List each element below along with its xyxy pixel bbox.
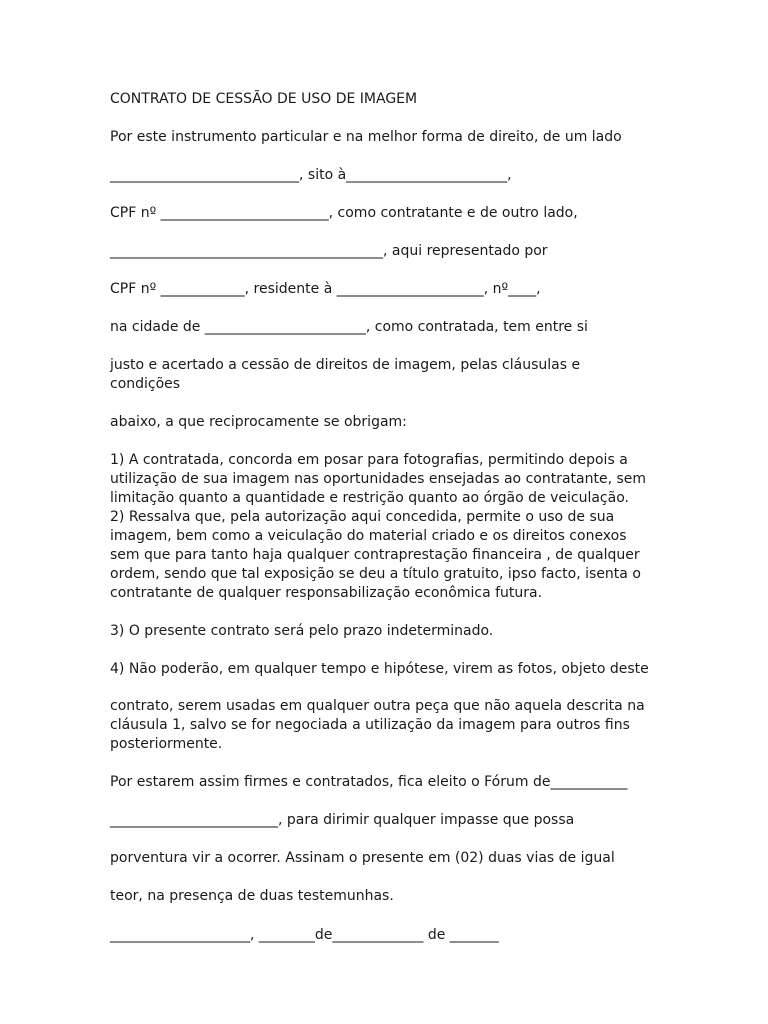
closing-line-2: ________________________, para dirimir qualquer impasse que possa [110, 812, 575, 828]
clause-line: imagem, bem como a veiculação do material criado e os direitos conexos [110, 528, 627, 544]
clause-line: 1) A contratada, concorda em posar para fotografias, permitindo depois a [110, 452, 628, 468]
closing-line-1: Por estarem assim firmes e contratados, fica eleito o Fórum de___________ [110, 774, 628, 790]
abaixo-line: abaixo, a que reciprocamente se obrigam: [110, 414, 407, 430]
closing-line-4: teor, na presença de duas testemunhas. [110, 888, 394, 904]
clause-line: contratante de qualquer responsabilização econômica futura. [110, 585, 543, 601]
clause-4-start: 4) Não poderão, em qualquer tempo e hipótese, virem as fotos, objeto deste [110, 661, 649, 677]
clause-line: 2) Ressalva que, pela autorização aqui concedida, permite o uso de sua [110, 509, 615, 525]
clause-line: contrato, serem usadas em qualquer outra peça que não aquela descrita na [110, 698, 645, 714]
closing-line-3: porventura vir a ocorrer. Assinam o presente em (02) duas vias de igual [110, 850, 615, 866]
signature-date-line: ____________________, ________de_____________ de _______ [110, 927, 499, 943]
intro-line-5: CPF nº ____________, residente à _____________________, nº____, [110, 281, 541, 297]
intro-line-6: na cidade de _______________________, como contratada, tem entre si [110, 319, 588, 335]
clause-line: utilização de sua imagem nas oportunidades ensejadas ao contratante, sem [110, 471, 647, 487]
justo-line: condições [110, 376, 181, 392]
clause-4-continuation [110, 697, 670, 754]
clause-line: limitação quanto a quantidade e restrição quanto ao órgão de veiculação. [110, 490, 629, 506]
justo-paragraph [110, 356, 670, 394]
justo-line: justo e acertado a cessão de direitos de imagem, pelas cláusulas e [110, 357, 581, 373]
intro-line-3: CPF nº ________________________, como contratante e de outro lado, [110, 205, 578, 221]
clause-3: 3) O presente contrato será pelo prazo indeterminado. [110, 623, 494, 639]
intro-line-4: _______________________________________, aqui representado por [110, 243, 548, 259]
clauses-1-2-paragraph [110, 451, 670, 603]
intro-line-1: Por este instrumento particular e na melhor forma de direito, de um lado [110, 129, 622, 145]
clause-line: cláusula 1, salvo se for negociada a utilização da imagem para outros fins [110, 717, 630, 733]
intro-line-2: ___________________________, sito à_______________________, [110, 167, 512, 183]
document-title: CONTRATO DE CESSÃO DE USO DE IMAGEM [110, 91, 418, 107]
clause-line: ordem, sendo que tal exposição se deu a título gratuito, ipso facto, isenta o [110, 566, 641, 582]
clause-line: sem que para tanto haja qualquer contraprestação financeira , de qualquer [110, 547, 640, 563]
clause-line: posteriormente. [110, 736, 223, 752]
